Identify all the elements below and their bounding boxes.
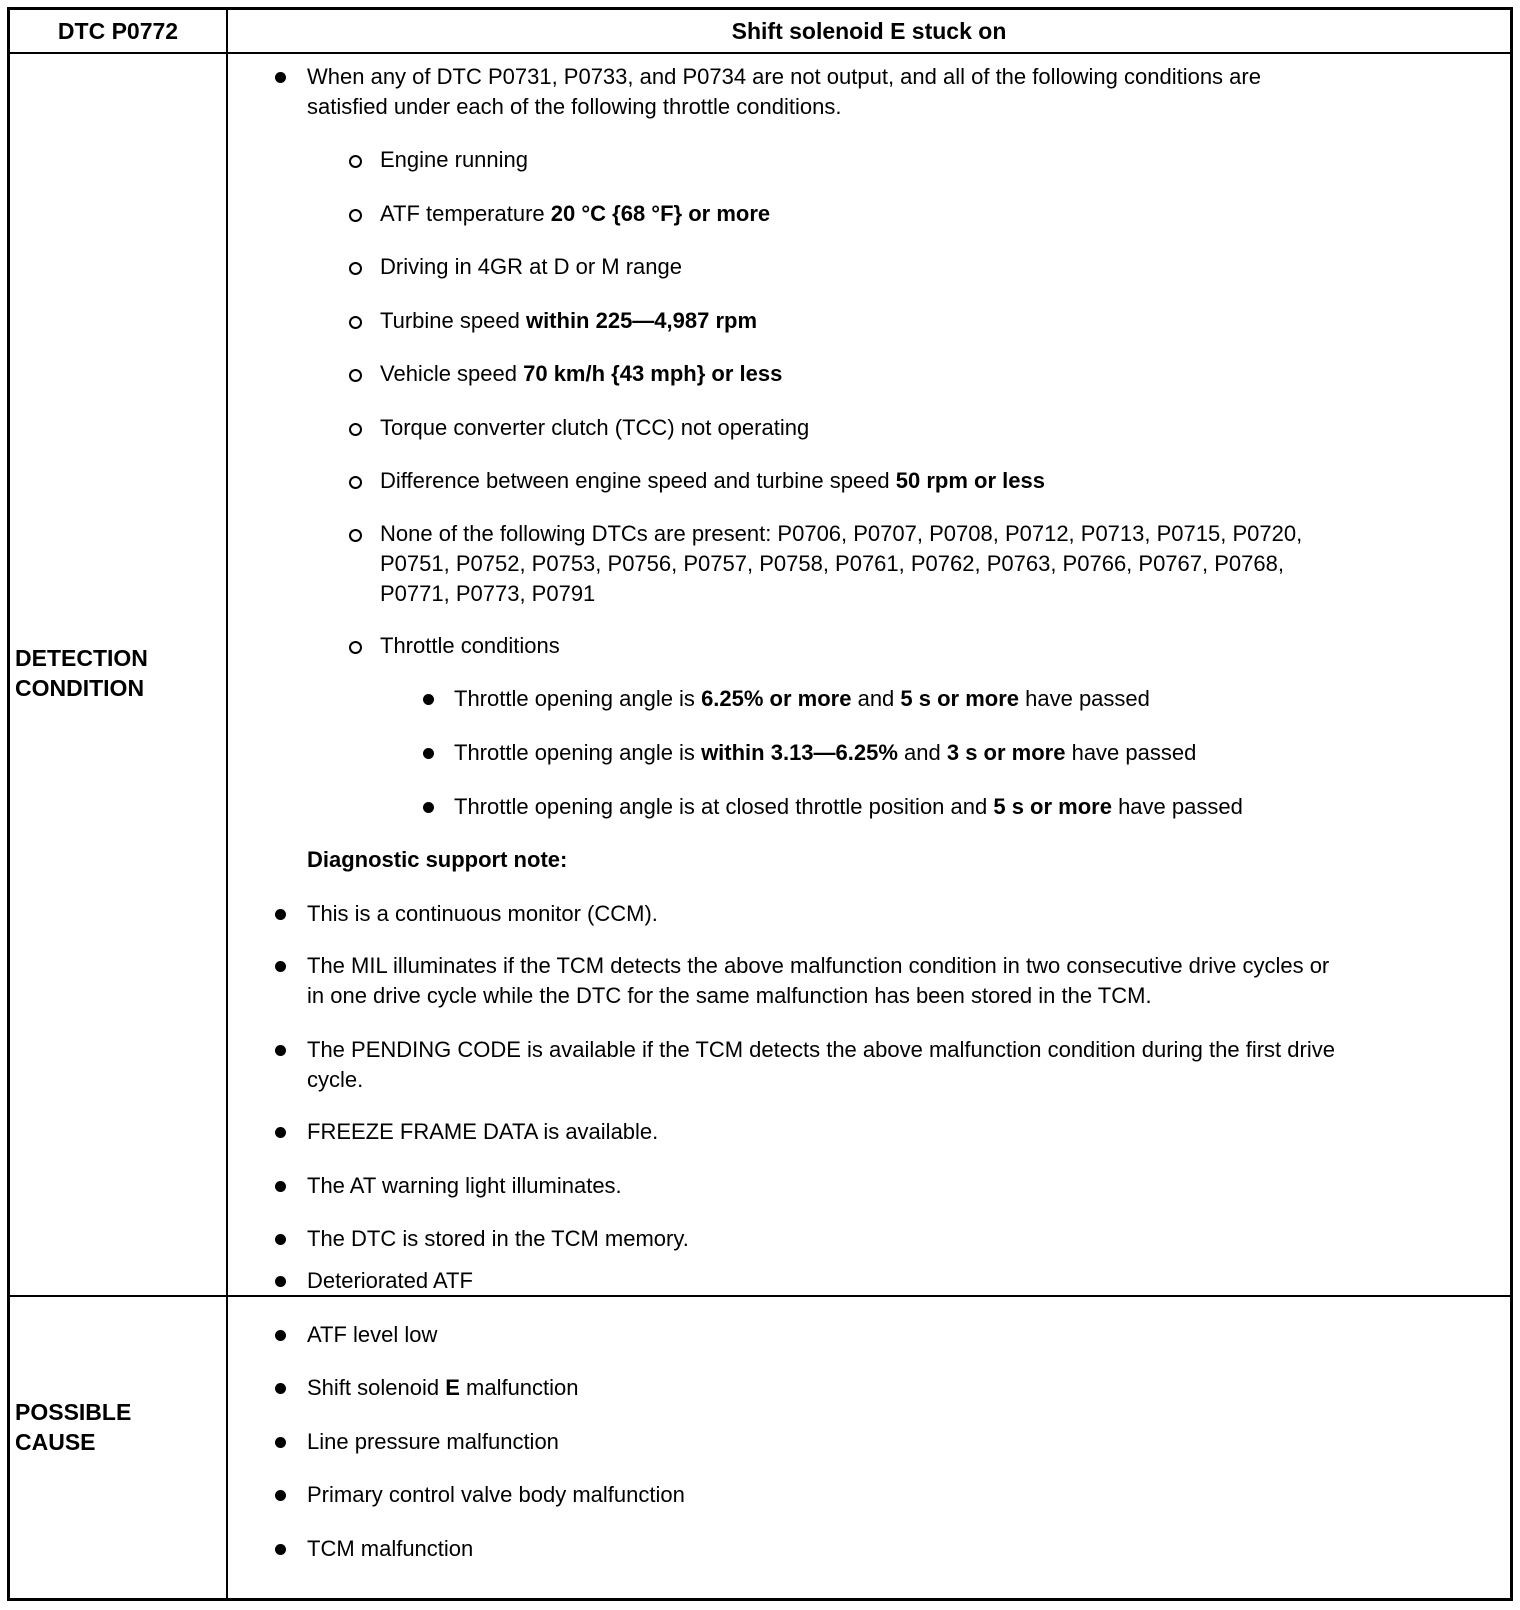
condition-no-dtcs: None of the following DTCs are present: P0706, P0707, P0708, P0712, P0713, P0715, P0720, P0751, P0752, P0753, P0756, P0757, P0758, P0761, P0762, P0763, P0766, P0767, P0768, P0771, P0773, P0791 bbox=[380, 521, 1303, 606]
condition-vehicle-speed: Vehicle speed 70 km/h {43 mph} or less bbox=[380, 361, 783, 386]
circle-bullet-icon bbox=[349, 529, 362, 542]
dtc-title-header: Shift solenoid E stuck on bbox=[731, 17, 1007, 44]
circle-bullet-icon bbox=[349, 641, 362, 654]
note-at-warning: The AT warning light illuminates. bbox=[307, 1173, 622, 1198]
condition-driving: Driving in 4GR at D or M range bbox=[380, 254, 682, 279]
circle-bullet-icon bbox=[349, 476, 362, 489]
throttle-condition-2: Throttle opening angle is within 3.13—6.25% and 3 s or more have passed bbox=[454, 740, 1197, 765]
condition-engine: Engine running bbox=[380, 147, 529, 172]
condition-turbine: Turbine speed within 225—4,987 rpm bbox=[380, 308, 758, 333]
note-pending-code: The PENDING CODE is available if the TCM detects the above malfunction condition during the first drive cycle. bbox=[307, 1037, 1335, 1092]
cause-tcm: TCM malfunction bbox=[307, 1536, 474, 1561]
bullet-icon bbox=[275, 1234, 286, 1245]
circle-bullet-icon bbox=[349, 423, 362, 436]
diagnostic-support-note-heading: Diagnostic support note: bbox=[307, 847, 568, 872]
circle-bullet-icon bbox=[349, 262, 362, 275]
bullet-icon bbox=[275, 1127, 286, 1138]
cause-primary-control-valve: Primary control valve body malfunction bbox=[307, 1482, 685, 1507]
bullet-icon bbox=[275, 1544, 286, 1555]
bullet-icon bbox=[275, 1276, 286, 1287]
bullet-icon bbox=[275, 1490, 286, 1501]
circle-bullet-icon bbox=[349, 209, 362, 222]
column-divider bbox=[226, 10, 228, 1598]
cause-atf-level-low: ATF level low bbox=[307, 1322, 438, 1347]
condition-throttle: Throttle conditions bbox=[380, 633, 560, 658]
dtc-table bbox=[7, 7, 1513, 1601]
note-ccm: This is a continuous monitor (CCM). bbox=[307, 901, 658, 926]
intro-text: When any of DTC P0731, P0733, and P0734 are not output, and all of the following conditions are satisfied under each of the following throttle conditions. bbox=[307, 64, 1261, 119]
condition-tcc: Torque converter clutch (TCC) not operating bbox=[380, 415, 810, 440]
bullet-icon bbox=[423, 802, 434, 813]
bullet-icon bbox=[275, 72, 286, 83]
condition-speed-difference: Difference between engine speed and turbine speed 50 rpm or less bbox=[380, 468, 1045, 493]
circle-bullet-icon bbox=[349, 155, 362, 168]
note-dtc-stored: The DTC is stored in the TCM memory. bbox=[307, 1226, 689, 1251]
bullet-icon bbox=[275, 1181, 286, 1192]
dtc-code-header: DTC P0772 bbox=[57, 17, 179, 44]
row-divider bbox=[10, 1295, 1510, 1297]
detection-condition-label: DETECTION CONDITION bbox=[15, 645, 148, 701]
cause-line-pressure: Line pressure malfunction bbox=[307, 1429, 559, 1454]
throttle-condition-3: Throttle opening angle is at closed throttle position and 5 s or more have passed bbox=[454, 794, 1243, 819]
bullet-icon bbox=[275, 909, 286, 920]
note-mil: The MIL illuminates if the TCM detects the above malfunction condition in two consecutive drive cycles or in one drive cycle while the DTC for the same malfunction has been stored in the TCM. bbox=[307, 953, 1330, 1008]
bullet-icon bbox=[275, 1330, 286, 1341]
header-divider bbox=[10, 52, 1510, 54]
circle-bullet-icon bbox=[349, 316, 362, 329]
cause-shift-solenoid-e: Shift solenoid E malfunction bbox=[307, 1375, 579, 1400]
bullet-icon bbox=[423, 694, 434, 705]
throttle-condition-1: Throttle opening angle is 6.25% or more and 5 s or more have passed bbox=[454, 686, 1150, 711]
condition-atf: ATF temperature 20 °C {68 °F} or more bbox=[380, 201, 771, 226]
bullet-icon bbox=[275, 961, 286, 972]
bullet-icon bbox=[423, 748, 434, 759]
bullet-icon bbox=[275, 1437, 286, 1448]
cause-deteriorated-atf: Deteriorated ATF bbox=[307, 1268, 473, 1293]
bullet-icon bbox=[275, 1045, 286, 1056]
circle-bullet-icon bbox=[349, 369, 362, 382]
bullet-icon bbox=[275, 1383, 286, 1394]
possible-cause-label: POSSIBLE CAUSE bbox=[15, 1399, 132, 1455]
note-freeze-frame: FREEZE FRAME DATA is available. bbox=[307, 1119, 659, 1144]
